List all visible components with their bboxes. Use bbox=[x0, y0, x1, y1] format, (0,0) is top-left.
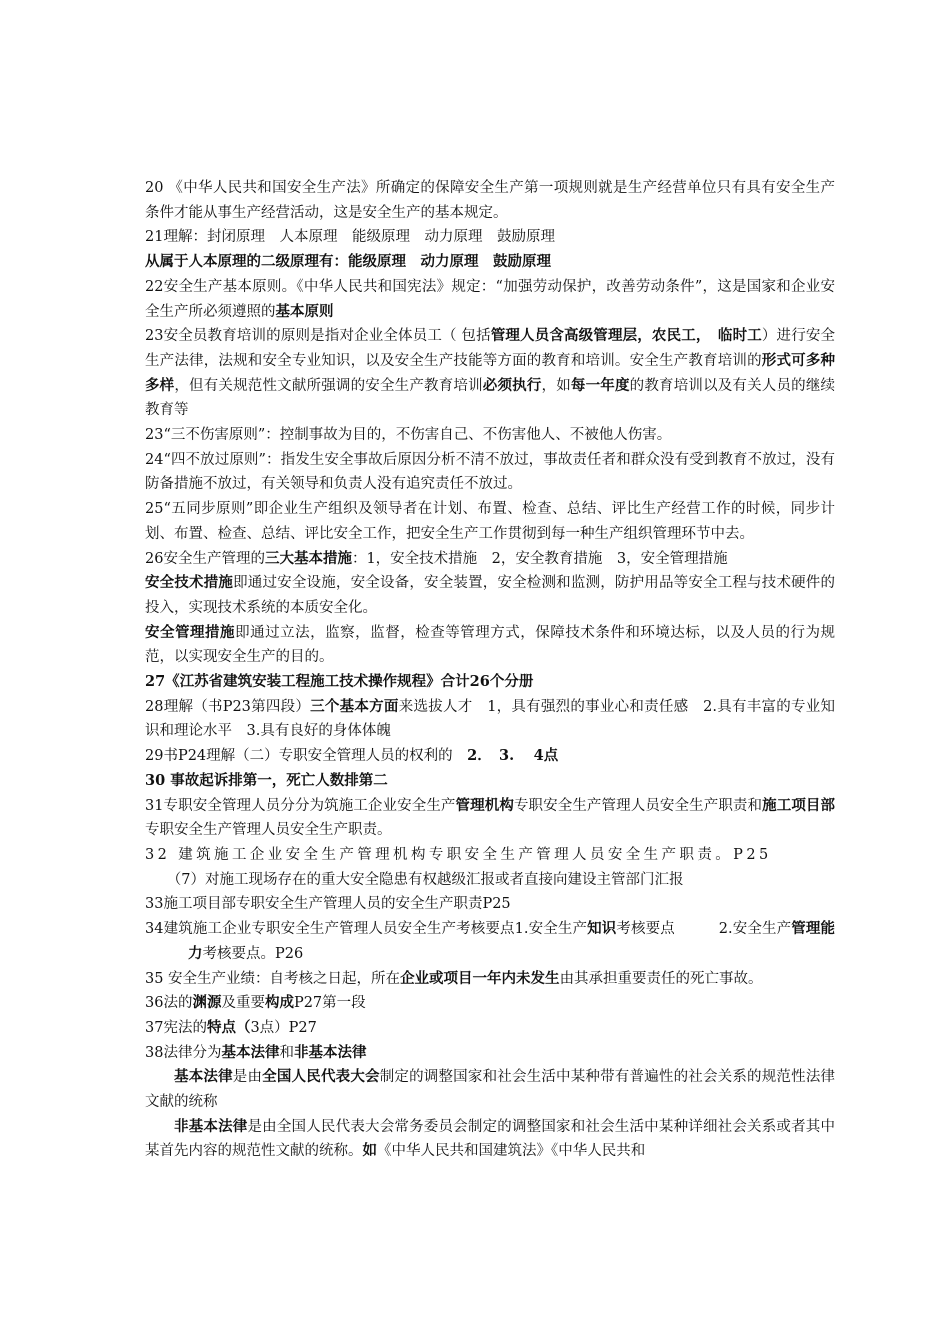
text-run: 26安全生产管理的 bbox=[145, 550, 265, 567]
text-run: 由其承担重要责任的死亡事故。 bbox=[559, 970, 763, 987]
bold-text: 渊源 bbox=[192, 994, 222, 1012]
text-run: 36法的 bbox=[145, 995, 193, 1012]
text-run: 来选拔人才 1，具有强烈的事业心和责任感 2.具有丰富的专业知识和理论水平 3.具有良好的身体体魄 bbox=[145, 698, 836, 740]
paragraph-p33 bbox=[145, 892, 835, 917]
bold-text: 非基本法律 bbox=[174, 1117, 248, 1135]
text-run: 33施工项目部专职安全生产管理人员的安全生产职责P25 bbox=[145, 896, 511, 913]
paragraph-p38a bbox=[145, 1065, 835, 1114]
text-run: 制定的调整国家和社会生活中某种带有普遍性的社会关系的规范性法律文献的统称 bbox=[145, 1069, 836, 1111]
text-run: 即通过安全设施，安全设备，安全装置，安全检测和监测，防护用品等安全工程与技术硬件的投入，实现技术系统的本质安全化。 bbox=[145, 575, 835, 616]
text-run: ，如 bbox=[541, 377, 571, 394]
document-body bbox=[145, 176, 835, 1164]
paragraph-p29 bbox=[145, 744, 835, 769]
bold-text: 特点（ bbox=[206, 1018, 251, 1036]
bold-text: 从属于人本原理的二级原理有：能级原理 动力原理 鼓励原理 bbox=[145, 253, 551, 271]
paragraph-p21b bbox=[145, 250, 835, 275]
paragraph-p37 bbox=[145, 1016, 835, 1041]
text-run: 21理解：封闭原理 人本原理 能级原理 动力原理 鼓励原理 bbox=[145, 229, 555, 246]
text-run: 29书P24理解（二）专职安全管理人员的权利的 bbox=[145, 748, 468, 765]
paragraph-p27 bbox=[145, 670, 835, 695]
paragraph-p28 bbox=[145, 695, 835, 744]
bold-text: 管理能力 bbox=[188, 920, 836, 962]
text-run: 25“五同步原则”即企业生产组织及领导者在计划、布置、检查、总结、评比生产经营工作的时候，同步计划、布置、检查、总结、评比安全工作，把安全生产工作贯彻到每一种生产组织管理环节中去。 bbox=[145, 501, 835, 542]
text-run: 38法律分为 bbox=[145, 1044, 222, 1061]
text-run: 22安全生产基本原则。《中华人民共和国宪法》规定：“加强劳动保护，改善劳动条件”，这是国家和企业安全生产所必须遵照的 bbox=[145, 278, 835, 320]
text-run: 3点）P27 bbox=[250, 1019, 317, 1036]
text-run: 31专职安全管理人员分分为筑施工企业安全生产 bbox=[145, 797, 456, 814]
paragraph-p26b bbox=[145, 621, 835, 670]
paragraph-p26a bbox=[145, 571, 835, 620]
bold-text: 知识 bbox=[587, 920, 617, 938]
text-run: 考核要点。P26 bbox=[202, 945, 304, 962]
paragraph-p32b bbox=[145, 868, 835, 893]
bold-text: 安全技术措施 bbox=[145, 574, 234, 592]
text-run: 23安全员教育培训的原则是指对企业全体员工（ 包括 bbox=[145, 328, 491, 345]
bold-text: 必须执行 bbox=[482, 376, 542, 394]
bold-text: 全国人民代表大会 bbox=[262, 1068, 380, 1086]
paragraph-p36 bbox=[145, 991, 835, 1016]
paragraph-p31 bbox=[145, 794, 835, 843]
bold-text: 企业或项目一年内未发生 bbox=[400, 969, 560, 987]
paragraph-p38 bbox=[145, 1041, 835, 1066]
bold-text: 基本法律 bbox=[174, 1068, 233, 1086]
bold-text: 管理人员含高级管理层，农民工， 临时工 bbox=[490, 327, 762, 345]
paragraph-p32 bbox=[145, 843, 835, 868]
bold-text: 形式可多种多样 bbox=[145, 351, 836, 394]
bold-text: 安全管理措施 bbox=[145, 623, 236, 641]
text-run: 34建筑施工企业专职安全生产管理人员安全生产考核要点1.安全生产 bbox=[145, 921, 588, 938]
text-run: 是由全国人民代表大会常务委员会制定的调整国家和社会生活中某种详细社会关系或者其中某首先内容的规范性文献的统称。 bbox=[145, 1118, 835, 1160]
text-run: （7）对施工现场存在的重大安全隐患有权越级汇报或者直接向建设主管部门汇报 bbox=[145, 871, 684, 888]
text-run: 的教育培训以及有关人员的继续教育等 bbox=[145, 377, 836, 419]
paragraph-p20 bbox=[145, 176, 835, 225]
bold-text: 管理机构 bbox=[455, 796, 514, 814]
text-run: 20 《中华人民共和国安全生产法》所确定的保障安全生产第一项规则就是生产经营单位只有具有安全生产条件才能从事生产经营活动，这是安全生产的基本规定。 bbox=[145, 180, 835, 221]
paragraph-p38b bbox=[145, 1115, 835, 1164]
text-run: ，但有关规范性文献所强调的安全生产教育培训 bbox=[174, 377, 483, 394]
bold-text: 施工项目部 bbox=[762, 796, 836, 814]
text-run: 24“四不放过原则”：指发生安全事故后原因分析不清不放过，事故责任者和群众没有受到教育不放过，没有防备措施不放过，有关领导和负责人没有追究责任不放过。 bbox=[145, 451, 835, 493]
text-run: 35 安全生产业绩：自考核之日起，所在 bbox=[145, 970, 401, 987]
paragraph-p25 bbox=[145, 497, 835, 546]
text-run: ：1，安全技术措施 2，安全教育措施 3，安全管理措施 bbox=[351, 550, 728, 567]
bold-text: 三大基本措施 bbox=[264, 549, 352, 567]
text-run: 37宪法的 bbox=[145, 1019, 207, 1036]
paragraph-p30 bbox=[145, 769, 835, 794]
paragraph-p35 bbox=[145, 967, 835, 992]
text-run: 及重要 bbox=[221, 995, 265, 1012]
bold-text: 构成 bbox=[264, 994, 294, 1012]
text-run: P27第一段 bbox=[293, 995, 366, 1012]
bold-text: 每一年度 bbox=[570, 376, 630, 394]
bold-text: 2． 3. 4点 bbox=[467, 747, 559, 765]
bold-text: 非基本法律 bbox=[293, 1043, 367, 1061]
bold-text: 30 事故起诉排第一，死亡人数排第二 bbox=[145, 771, 388, 789]
bold-text: 如 bbox=[362, 1142, 377, 1160]
paragraph-p24 bbox=[145, 448, 835, 497]
text-run: ）进行安全生产法律，法规和安全专业知识，以及安全生产技能等方面的教育和培训。安全生产教育培训的 bbox=[145, 328, 836, 369]
paragraph-p26 bbox=[145, 547, 835, 572]
text-run: 即通过立法，监察，监督，检查等管理方式，保障技术条件和环境达标，以及人员的行为规范，以实现安全生产的目的。 bbox=[145, 624, 836, 666]
paragraph-p21 bbox=[145, 225, 835, 250]
paragraph-p23b bbox=[145, 423, 835, 448]
bold-text: 三个基本方面 bbox=[310, 697, 399, 715]
text-run: 《中华人民共和国建筑法》《中华人民共和 bbox=[377, 1143, 646, 1160]
text-run: 考核要点 2.安全生产 bbox=[616, 921, 792, 938]
bold-text: 基本原则 bbox=[275, 302, 334, 320]
paragraph-p22 bbox=[145, 275, 835, 324]
bold-text: 基本法律 bbox=[221, 1043, 280, 1061]
paragraph-p34 bbox=[145, 917, 835, 966]
text-run: 是由 bbox=[232, 1069, 263, 1086]
text-run: 23“三不伤害原则”：控制事故为目的，不伤害自己、不伤害他人、不被他人伤害。 bbox=[145, 427, 672, 444]
paragraph-p23 bbox=[145, 324, 835, 423]
text-run: 和 bbox=[279, 1044, 294, 1061]
text-run: 28理解（书P23第四段） bbox=[145, 698, 311, 715]
bold-text: 27《江苏省建筑安装工程施工技术操作规程》合计26个分册 bbox=[145, 673, 534, 691]
text-run: 专职安全生产管理人员安全生产职责。 bbox=[145, 822, 392, 839]
text-run: 32 建筑施工企业安全生产管理机构专职安全生产管理人员安全生产职责。P25 bbox=[145, 846, 772, 863]
text-run: 专职安全生产管理人员安全生产职责和 bbox=[513, 797, 763, 814]
